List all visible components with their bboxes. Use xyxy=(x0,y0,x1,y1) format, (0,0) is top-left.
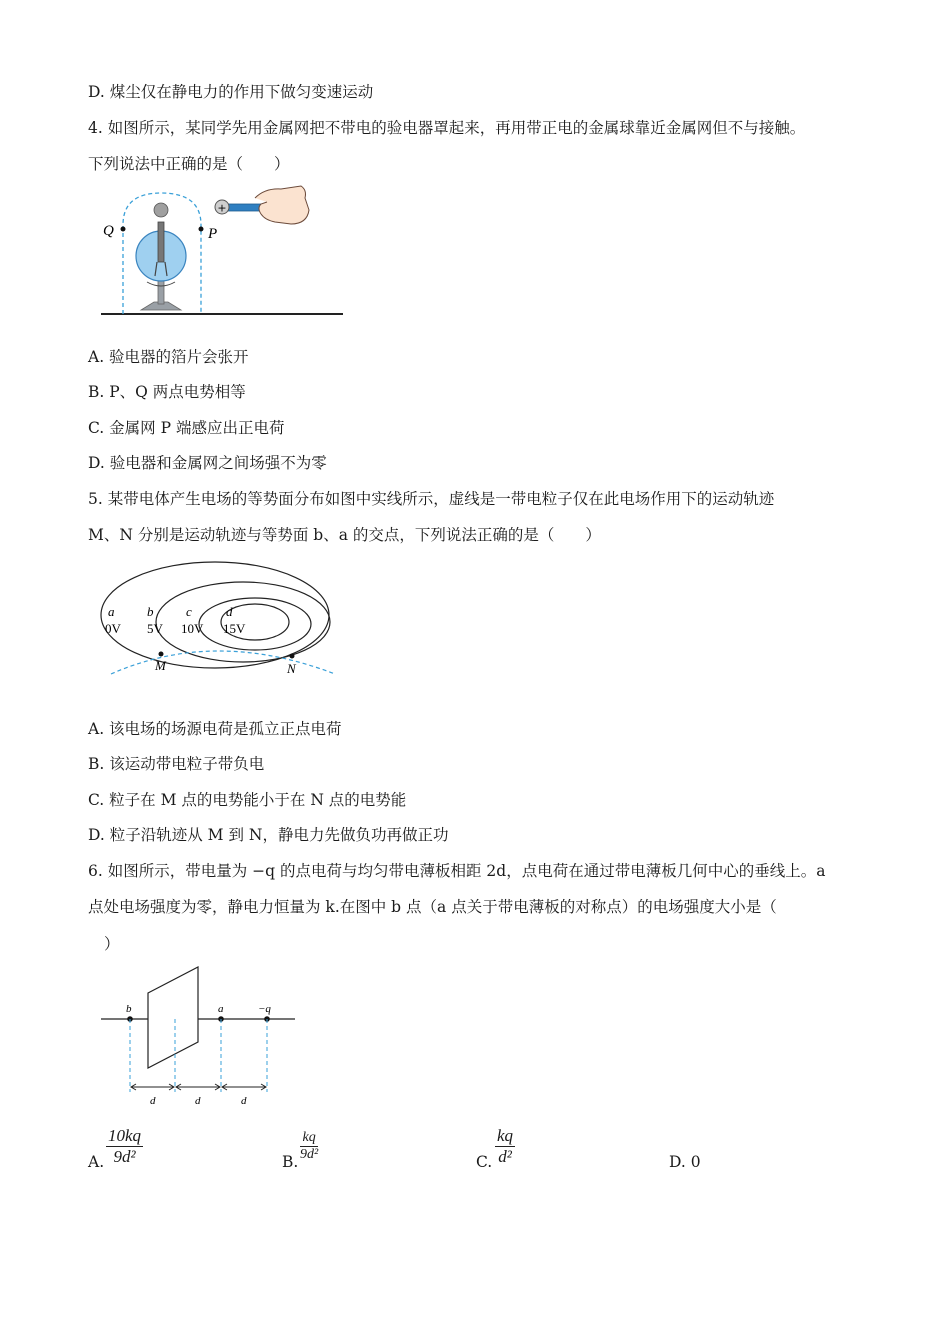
positive-charge-sign: + xyxy=(217,201,227,215)
point-p-dot xyxy=(199,227,204,232)
distance-label-1: d xyxy=(150,1095,156,1107)
q6-option-a-denominator: 9d² xyxy=(113,1147,136,1166)
surface-c-name: c xyxy=(186,604,192,619)
q4-stem-line1: 4. 如图所示，某同学先用金属网把不带电的验电器罩起来，再用带正电的金属球靠近金属网但不与接触。 xyxy=(88,119,806,137)
q6-stem-line3: ） xyxy=(104,935,120,953)
distance-arrows xyxy=(131,1084,266,1090)
point-n-label: N xyxy=(287,661,296,676)
q6-stem-line1: 6. 如图所示，带电量为 −q 的点电荷与均匀带电薄板相距 2d，点电荷在通过带电薄板几何中心的垂线上。a xyxy=(88,862,826,880)
distance-label-3: d xyxy=(241,1095,247,1107)
q6-option-b-denominator: 9d² xyxy=(300,1147,319,1162)
point-m-label: M xyxy=(155,658,166,673)
q4-figure-electroscope xyxy=(95,180,355,320)
surface-b-name: b xyxy=(147,604,154,619)
surface-d-value: 15V xyxy=(223,621,246,636)
q6-stem-line2: 点处电场强度为零，静电力恒量为 k.在图中 b 点（a 点关于带电薄板的对称点）的电场强度大小是（ xyxy=(88,898,777,916)
q6-option-b-numerator: kq xyxy=(300,1130,318,1147)
surface-a-value: 0V xyxy=(105,621,121,636)
q6-option-b-prefix: B. xyxy=(282,1153,299,1171)
q6-figure-plate xyxy=(95,962,305,1112)
q4-option-c: C. 金属网 P 端感应出正电荷 xyxy=(88,419,285,437)
q6-option-a-prefix: A. xyxy=(88,1153,105,1171)
electroscope-rod xyxy=(158,222,164,262)
prev-question-option-d: D. 煤尘仅在静电力的作用下做匀变速运动 xyxy=(88,83,374,101)
q6-option-c-denominator: d² xyxy=(498,1147,512,1166)
particle-trajectory xyxy=(111,651,335,674)
q6-option-d: D. 0 xyxy=(669,1153,701,1171)
point-a-label: a xyxy=(218,1003,224,1015)
point-q-label: Q xyxy=(103,223,114,239)
q6-option-c-prefix: C. xyxy=(476,1153,493,1171)
charge-q-label: −q xyxy=(258,1003,271,1015)
q4-stem-line2: 下列说法中正确的是（ ） xyxy=(88,155,290,173)
point-n-dot xyxy=(290,654,295,659)
q4-option-d: D. 验电器和金属网之间场强不为零 xyxy=(88,454,327,472)
point-b-label: b xyxy=(126,1003,132,1015)
q5-option-b: B. 该运动带电粒子带负电 xyxy=(88,755,265,773)
surface-b-value: 5V xyxy=(147,621,163,636)
q6-option-c-fraction xyxy=(495,1126,515,1167)
q5-option-d: D. 粒子沿轨迹从 M 到 N，静电力先做负功再做正功 xyxy=(88,826,449,844)
q5-figure-equipotential xyxy=(95,558,345,683)
distance-label-2: d xyxy=(195,1095,201,1107)
electroscope-knob xyxy=(154,203,168,217)
electroscope-stand xyxy=(158,280,164,304)
q6-option-b-fraction xyxy=(300,1130,318,1163)
q4-option-a: A. 验电器的箔片会张开 xyxy=(88,348,249,366)
q4-option-b: B. P、Q 两点电势相等 xyxy=(88,383,246,401)
q6-option-a-numerator: 10kq xyxy=(108,1126,142,1145)
surface-d-name: d xyxy=(226,604,233,619)
surface-c-value: 10V xyxy=(181,621,204,636)
q6-option-c-numerator: kq xyxy=(497,1126,514,1145)
point-m-dot xyxy=(159,652,164,657)
surface-a-name: a xyxy=(108,604,115,619)
q5-stem-line2: M、N 分别是运动轨迹与等势面 b、a 的交点，下列说法正确的是（ ） xyxy=(88,526,601,544)
charged-plate xyxy=(148,967,198,1068)
point-p-label: P xyxy=(208,226,218,242)
q5-stem-line1: 5. 某带电体产生电场的等势面分布如图中实线所示，虚线是一带电粒子仅在此电场作用下的运动轨迹 xyxy=(88,490,775,508)
hand-icon xyxy=(255,186,309,224)
equipotential-a xyxy=(101,562,329,668)
q6-option-a-fraction xyxy=(106,1126,143,1167)
q5-option-c: C. 粒子在 M 点的电势能小于在 N 点的电势能 xyxy=(88,791,407,809)
point-q-dot xyxy=(121,227,126,232)
equipotential-c xyxy=(199,598,311,650)
q5-option-a: A. 该电场的场源电荷是孤立正点电荷 xyxy=(88,720,342,738)
